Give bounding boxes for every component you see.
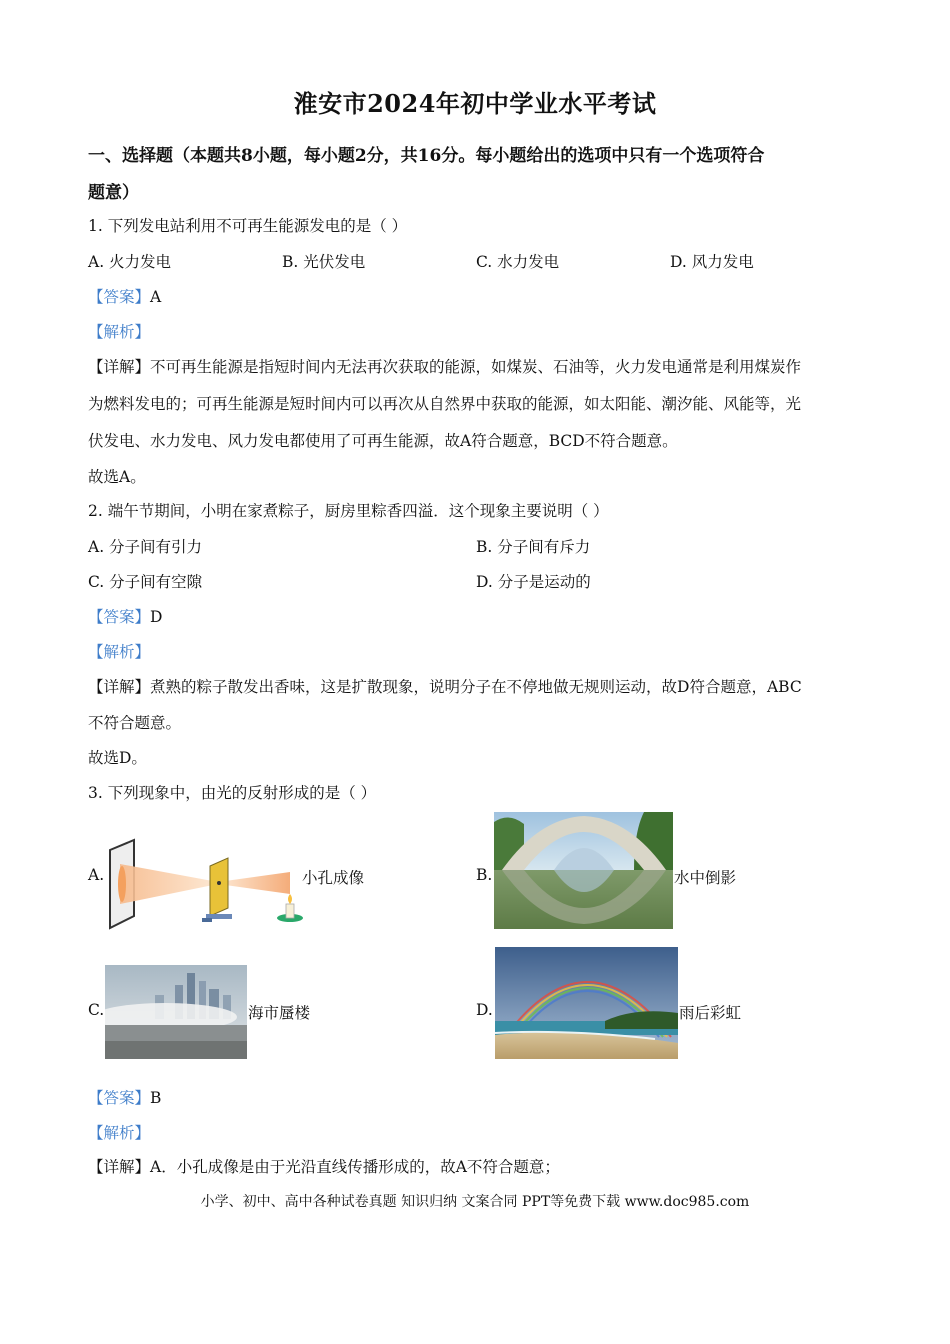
detail-tag: 【详解】 <box>88 678 151 696</box>
pinhole-imaging-figure <box>106 836 306 934</box>
answer-value: A <box>150 288 162 306</box>
bridge-reflection-photo <box>494 812 673 929</box>
q3-detail-line <box>88 1155 560 1177</box>
q2-option-b: B. 分子间有斥力 <box>476 538 591 556</box>
q2-stem: 2. 端午节期间，小明在家煮粽子，厨房里粽香四溢．这个现象主要说明（ ） <box>88 502 609 520</box>
answer-tag: 【答案】 <box>88 608 151 626</box>
q1-option-a: A. 火力发电 <box>88 253 172 271</box>
answer-value: D <box>150 608 163 626</box>
q3-option-d-caption: 雨后彩虹 <box>679 1004 742 1022</box>
detail-text: 不可再生能源是指短时间内无法再次获取的能源，如煤炭、石油等，火力发电通常是利用煤炭作 <box>150 358 802 376</box>
detail-text: A．小孔成像是由于光沿直线传播形成的，故A不符合题意； <box>150 1158 560 1176</box>
q2-conclusion: 故选D。 <box>88 749 147 767</box>
q3-analysis-tag: 【解析】 <box>88 1124 151 1142</box>
q1-option-d: D. 风力发电 <box>670 253 754 271</box>
q1-detail-line-3: 伏发电、水力发电、风力发电都使用了可再生能源，故A符合题意，BCD不符合题意。 <box>88 432 678 450</box>
q2-option-d: D. 分子是运动的 <box>476 573 591 591</box>
q3-stem: 3. 下列现象中，由光的反射形成的是（ ） <box>88 784 377 802</box>
q3-option-d-letter: D. <box>476 1001 493 1019</box>
q2-answer <box>88 605 162 627</box>
section-heading-cont: 题意） <box>88 183 139 203</box>
detail-tag: 【详解】 <box>88 358 151 376</box>
rainbow-photo <box>495 947 678 1059</box>
q3-option-a-caption: 小孔成像 <box>302 869 365 887</box>
q2-detail-line-1 <box>88 675 802 697</box>
q3-answer <box>88 1086 161 1108</box>
q3-option-a-letter: A. <box>88 866 105 884</box>
q1-option-b: B. 光伏发电 <box>282 253 366 271</box>
q1-answer <box>88 285 161 307</box>
q3-option-c-letter: C. <box>88 1001 105 1019</box>
q1-stem: 1. 下列发电站利用不可再生能源发电的是（ ） <box>88 217 408 235</box>
detail-tag: 【详解】 <box>88 1158 151 1176</box>
answer-tag: 【答案】 <box>88 1089 151 1107</box>
q2-detail-line-2: 不符合题意。 <box>88 714 182 732</box>
q2-analysis-tag: 【解析】 <box>88 643 151 661</box>
mirage-photo <box>105 965 247 1059</box>
q1-analysis-tag: 【解析】 <box>88 323 151 341</box>
q2-option-c: C. 分子间有空隙 <box>88 573 203 591</box>
q3-option-c-caption: 海市蜃楼 <box>248 1004 311 1022</box>
q1-conclusion: 故选A。 <box>88 468 146 486</box>
q1-option-c: C. 水力发电 <box>476 253 560 271</box>
answer-value: B <box>150 1089 162 1107</box>
q1-detail-line-1 <box>88 355 801 377</box>
q1-detail-line-2: 为燃料发电的；可再生能源是短时间内可以再次从自然界中获取的能源，如太阳能、潮汐能、风能等，光 <box>88 395 802 413</box>
detail-text: 煮熟的粽子散发出香味，这是扩散现象，说明分子在不停地做无规则运动，故D符合题意，ABC <box>150 678 802 696</box>
q3-option-b-caption: 水中倒影 <box>674 869 737 887</box>
page-footer: 小学、初中、高中各种试卷真题 知识归纳 文案合同 PPT等免费下载 www.doc985.com <box>200 1194 750 1210</box>
answer-tag: 【答案】 <box>88 288 151 306</box>
page-title: 淮安市2024年初中学业水平考试 <box>293 89 657 118</box>
section-heading: 一、选择题（本题共8小题，每小题2分，共16分。每小题给出的选项中只有一个选项符合 <box>88 146 765 166</box>
q2-option-a: A. 分子间有引力 <box>88 538 203 556</box>
q3-option-b-letter: B. <box>476 866 493 884</box>
